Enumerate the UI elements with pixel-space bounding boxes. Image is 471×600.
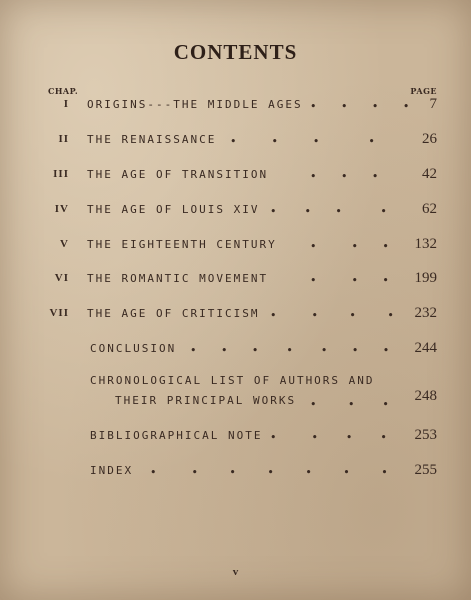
toc-entry[interactable] (0, 427, 471, 447)
chapter-number: III (53, 168, 69, 180)
entry-title-continued: THEIR PRINCIPAL WORKS (115, 394, 297, 407)
toc-entry[interactable] (0, 305, 471, 325)
page-number: 26 (422, 131, 437, 147)
page-number: 244 (414, 340, 437, 356)
entry-title: BIBLIOGRAPHICAL NOTE (90, 429, 263, 442)
toc-entry[interactable] (0, 462, 471, 482)
toc-entry[interactable] (0, 236, 471, 256)
page-number: 199 (414, 270, 437, 286)
entry-title: THE AGE OF LOUIS XIV (87, 203, 260, 216)
leader-dots: • • • • • • • (150, 466, 388, 479)
entry-title: ORIGINS---THE MIDDLE AGES (87, 98, 303, 111)
chapter-number: VII (49, 307, 69, 319)
toc-entry[interactable] (0, 270, 471, 290)
page-number: 42 (422, 166, 437, 182)
folio-page-number: v (232, 566, 239, 578)
chapter-number: IV (54, 203, 69, 215)
leader-dots: • • • (310, 398, 389, 411)
chapter-number: VI (54, 272, 69, 284)
leader-dots: • • • (310, 170, 379, 183)
entry-title: INDEX (90, 464, 134, 477)
toc-entry[interactable] (0, 166, 471, 186)
page-number: 255 (414, 462, 437, 478)
leader-dots: • • • • (270, 205, 387, 218)
chapter-number: I (63, 98, 69, 110)
page-number: 7 (429, 96, 437, 112)
chapter-column-header: CHAP. (48, 86, 79, 96)
page-number: 248 (414, 388, 437, 404)
page-number: 62 (422, 201, 437, 217)
entry-title: THE AGE OF CRITICISM (87, 307, 260, 320)
page-column-header: PAGE (410, 86, 437, 96)
entry-title: CHRONOLOGICAL LIST OF AUTHORS AND (90, 374, 375, 387)
toc-entry[interactable] (0, 131, 471, 151)
entry-title: CONCLUSION (90, 342, 177, 355)
entry-title: THE AGE OF TRANSITION (87, 168, 269, 181)
page-title: CONTENTS (173, 40, 298, 64)
toc-entry[interactable] (0, 201, 471, 221)
page-number: 253 (414, 427, 437, 443)
entry-title: THE RENAISSANCE (87, 133, 217, 146)
toc-entry[interactable] (0, 372, 471, 414)
leader-dots: • • • • • • • (190, 344, 390, 357)
chapter-number: V (60, 238, 69, 250)
page-number: 132 (414, 236, 437, 252)
leader-dots: • • • • (270, 431, 387, 444)
toc-entry[interactable] (0, 96, 471, 116)
leader-dots: • • • • (310, 100, 410, 113)
leader-dots: • • • (310, 240, 389, 253)
entry-title: THE ROMANTIC MOVEMENT (87, 272, 269, 285)
toc-entry[interactable] (0, 340, 471, 360)
leader-dots: • • • (310, 274, 389, 287)
leader-dots: • • • • (230, 135, 375, 148)
leader-dots: • • • • (270, 309, 394, 322)
chapter-number: II (58, 133, 69, 145)
page-number: 232 (414, 305, 437, 321)
entry-title: THE EIGHTEENTH CENTURY (87, 238, 277, 251)
